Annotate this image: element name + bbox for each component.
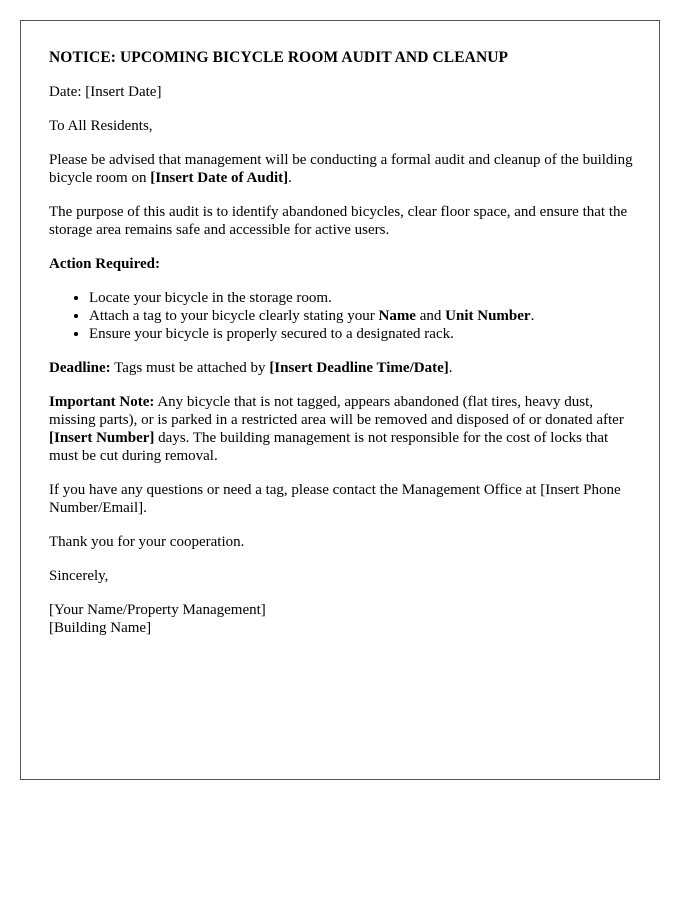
deadline-end: . [448, 360, 453, 376]
notice-title: NOTICE: UPCOMING BICYCLE ROOM AUDIT AND CLEANUP [49, 49, 509, 66]
action-item [89, 307, 635, 325]
action-item-text: and [415, 308, 446, 324]
audit-date-placeholder: [Insert Date of Audit] [150, 170, 289, 186]
notice-content [49, 49, 635, 637]
action-heading: Action Required: [49, 256, 160, 272]
days-placeholder: [Insert Number] [49, 430, 155, 446]
name-emphasis: Name [378, 308, 416, 324]
closing-line: Sincerely, [49, 568, 109, 584]
intro-end: . [288, 170, 292, 186]
notice-document [20, 20, 660, 780]
important-note-end: days. The building management is not responsible for the cost of locks that must be cut during removal. [49, 430, 609, 464]
thanks-line: Thank you for your cooperation. [49, 534, 245, 550]
important-note-text: Any bicycle that is not tagged, appears abandoned (flat tires, heavy dust, missing parts), or is parked in a restricted area will be removed and disposed of or donated after [49, 394, 624, 428]
deadline-label: Deadline: [49, 360, 111, 376]
signature-block [49, 601, 635, 637]
signature-name: [Your Name/Property Management] [49, 602, 266, 618]
action-item: • Locate your bicycle in the storage room. [89, 289, 635, 307]
unit-number-emphasis: Unit Number [445, 308, 531, 324]
date-line: Date: [Insert Date] [49, 84, 162, 100]
important-note-paragraph [49, 393, 635, 465]
deadline-paragraph [49, 359, 635, 377]
signature-building: [Building Name] [49, 620, 152, 636]
intro-text: Please be advised that management will be conducting a formal audit and cleanup of the building bicycle room on [49, 152, 633, 186]
contact-paragraph: If you have any questions or need a tag, please contact the Management Office at [Insert Phone Number/Email]. [49, 482, 621, 516]
important-note-label: Important Note: [49, 394, 155, 410]
salutation: To All Residents, [49, 118, 153, 134]
purpose-paragraph: The purpose of this audit is to identify abandoned bicycles, clear floor space, and ensure that the storage area remains safe and accessible for active users. [49, 204, 628, 238]
action-item-text: . [530, 308, 535, 324]
deadline-placeholder: [Insert Deadline Time/Date] [269, 360, 449, 376]
action-list [49, 289, 635, 343]
intro-paragraph [49, 151, 635, 187]
deadline-text: Tags must be attached by [110, 360, 270, 376]
action-item: • Ensure your bicycle is properly secured to a designated rack. [89, 325, 635, 343]
action-item-text: Attach a tag to your bicycle clearly stating your [89, 308, 379, 324]
